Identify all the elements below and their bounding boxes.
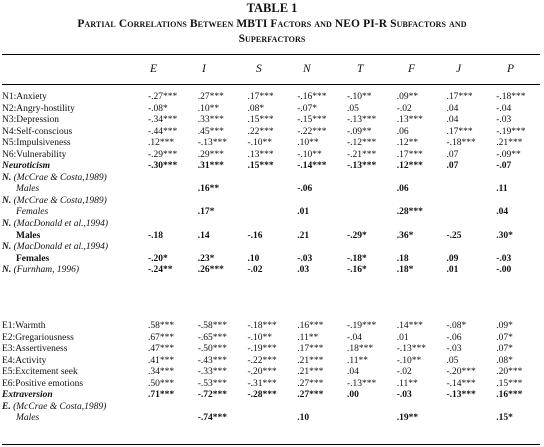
correlation-cell: -.43***: [197, 355, 228, 366]
correlation-cell: -.03: [297, 253, 313, 264]
row-label: N5:Impulsiveness: [2, 138, 71, 149]
correlation-cell: [391, 173, 441, 185]
row-label: N2:Angry-hostility: [2, 103, 75, 114]
correlation-cell: -.53***: [197, 378, 228, 389]
correlation-cell: -.29***: [148, 149, 178, 160]
table-row: [2, 207, 540, 219]
correlation-cell: -.20***: [446, 367, 476, 378]
row-label: Extraversion: [2, 390, 53, 401]
bottom-rule: [2, 444, 540, 445]
correlation-cell: -.03: [446, 344, 462, 355]
correlation-cell: -.14***: [446, 378, 476, 389]
row-label: E3:Assertiveness: [2, 344, 68, 355]
row-label: N6:Vulnerability: [2, 149, 67, 160]
row-label: Males: [16, 184, 40, 195]
correlation-cell: [490, 242, 540, 254]
correlation-cell: .34***: [148, 367, 175, 378]
correlation-cell: [242, 196, 292, 208]
table-row: [2, 242, 540, 254]
table-row: [2, 150, 540, 162]
correlation-cell: [192, 402, 242, 414]
correlation-cell: [490, 219, 540, 231]
correlation-cell: [192, 173, 242, 185]
caption-line-2: Superfactors: [238, 33, 306, 45]
correlation-cell: -.03: [496, 253, 512, 264]
top-rule: [2, 54, 540, 55]
table-row: [2, 344, 540, 356]
correlation-cell: -.18*: [347, 253, 367, 264]
correlation-cell: [441, 413, 491, 425]
correlation-cell: [291, 196, 341, 208]
row-label: E5:Excitement seek: [2, 367, 78, 378]
correlation-cell: .12**: [396, 138, 419, 149]
correlation-cell: -.28***: [247, 390, 277, 401]
correlation-cell: -.03: [496, 115, 512, 126]
correlation-cell: -.18: [148, 230, 164, 241]
correlation-cell: [242, 184, 292, 196]
table-row: [2, 127, 540, 139]
correlation-cell: -.22***: [297, 126, 327, 137]
correlation-cell: .67***: [148, 332, 175, 343]
row-label: Males: [16, 413, 40, 424]
correlation-cell: [242, 402, 292, 414]
correlation-cell: -.06: [446, 332, 462, 343]
row-label-author: (McCrae & Costa,1989): [13, 172, 107, 183]
correlation-cell: .15***: [496, 378, 523, 389]
row-label: [2, 402, 142, 414]
correlation-cell: -.13***: [347, 378, 377, 389]
correlation-cell: [142, 207, 192, 219]
correlation-cell: .04: [446, 103, 459, 114]
correlation-cell: -.04: [347, 332, 363, 343]
correlation-cell: [142, 402, 192, 414]
correlation-cell: .14: [197, 230, 210, 241]
row-label: N4:Self-conscious: [2, 126, 73, 137]
correlation-cell: .16***: [297, 321, 324, 331]
correlation-cell: .01: [396, 332, 409, 343]
correlation-cell: [490, 173, 540, 185]
correlation-cell: [291, 402, 341, 414]
correlation-cell: [391, 242, 441, 254]
correlation-cell: .22***: [247, 126, 274, 137]
column-header-i: I: [202, 63, 206, 75]
correlation-cell: -.08*: [446, 321, 467, 331]
correlation-cell: [242, 219, 292, 231]
correlation-cell: -.02: [396, 103, 412, 114]
row-label-author: (Furnham, 1996): [13, 265, 80, 276]
table-row: [2, 173, 540, 185]
row-label: [2, 265, 142, 277]
row-label: [2, 219, 142, 231]
column-header-t: T: [357, 63, 364, 75]
row-label: [2, 242, 142, 254]
correlation-cell: .10**: [197, 103, 220, 114]
correlation-cell: [142, 184, 192, 196]
correlation-cell: .12***: [148, 138, 175, 149]
correlation-cell: .13***: [396, 115, 423, 126]
correlation-cell: [192, 196, 242, 208]
correlation-cell: [391, 402, 441, 414]
correlation-cell: .00: [347, 390, 359, 401]
correlation-cell: [341, 173, 391, 185]
correlation-cell: .06: [396, 126, 409, 137]
correlation-cell: .07: [446, 161, 459, 172]
column-header-e: E: [150, 63, 158, 75]
correlation-cell: .27***: [297, 378, 324, 389]
correlation-cell: .23*: [197, 253, 215, 264]
correlation-cell: -.22***: [247, 355, 277, 366]
correlation-cell: -.04: [496, 103, 512, 114]
correlation-cell: .28***: [396, 207, 423, 218]
correlation-cell: .09**: [396, 92, 419, 102]
correlation-cell: -.24**: [148, 265, 173, 276]
row-label-prefix: N.: [2, 195, 14, 206]
correlation-cell: -.03: [396, 390, 412, 401]
correlation-cell: -.33***: [197, 367, 228, 378]
correlation-cell: .18: [396, 253, 409, 264]
correlation-cell: .14***: [396, 321, 423, 331]
correlation-cell: -.07: [496, 161, 512, 172]
correlation-cell: [142, 413, 192, 425]
correlation-cell: -.13***: [197, 138, 228, 149]
correlation-cell: [490, 402, 540, 414]
correlation-cell: .27***: [197, 92, 224, 102]
extraversion-block: [2, 321, 540, 425]
correlation-cell: -.19***: [347, 321, 377, 331]
table-row: [2, 104, 540, 116]
correlation-cell: .50***: [148, 378, 175, 389]
correlation-cell: .16**: [197, 184, 220, 195]
correlation-cell: -.44***: [148, 126, 178, 137]
table-row: [2, 184, 540, 196]
correlation-cell: -.18***: [446, 138, 476, 149]
correlation-cell: .04: [446, 115, 459, 126]
correlation-cell: -.31***: [247, 378, 277, 389]
neuroticism-block: [2, 92, 540, 277]
correlation-cell: .71***: [148, 390, 175, 401]
correlation-cell: -.20*: [148, 253, 168, 264]
correlation-cell: [441, 184, 491, 196]
correlation-cell: -.14***: [297, 161, 327, 172]
table-row: [2, 231, 540, 243]
correlation-cell: .33***: [197, 115, 224, 126]
row-label: E4:Activity: [2, 355, 47, 366]
row-label-prefix: N.: [2, 172, 14, 183]
correlation-cell: -.16*: [347, 265, 367, 276]
correlation-cell: [291, 242, 341, 254]
correlation-cell: .17***: [247, 92, 274, 102]
correlation-cell: -.02: [247, 265, 263, 276]
correlation-cell: .26***: [197, 265, 224, 276]
table-title: TABLE 1: [246, 1, 298, 15]
row-label-author: (MacDonald et al.,1994): [13, 219, 109, 230]
caption-line-1: Partial Correlations Between MBTI Factors and NEO PI-R Subfactors and: [77, 18, 467, 30]
correlation-cell: .07: [446, 149, 459, 160]
correlation-cell: -.27***: [148, 92, 178, 102]
header-rule: [2, 84, 540, 85]
row-label: [2, 196, 142, 208]
table-row: [2, 379, 540, 391]
row-label-prefix: N.: [2, 219, 14, 230]
correlation-cell: [441, 207, 491, 219]
correlation-cell: -.13***: [396, 344, 427, 355]
correlation-cell: .15***: [247, 115, 274, 126]
correlation-cell: .05: [446, 355, 459, 366]
correlation-cell: .41***: [148, 355, 175, 366]
correlation-cell: .36*: [396, 230, 414, 241]
correlation-cell: [441, 196, 491, 208]
table-row: [2, 356, 540, 368]
row-label: [2, 173, 142, 185]
correlation-cell: -.29*: [347, 230, 367, 241]
correlation-cell: -.13***: [446, 390, 476, 401]
table-row: [2, 333, 540, 345]
correlation-cell: -.19***: [496, 126, 526, 137]
row-label: N3:Depression: [2, 115, 59, 126]
correlation-cell: -.18***: [247, 321, 277, 331]
correlation-cell: [192, 219, 242, 231]
correlation-cell: .20***: [496, 367, 523, 378]
correlation-cell: .15***: [247, 161, 274, 172]
row-label: E6:Positive emotions: [2, 378, 84, 389]
row-label: Females: [16, 253, 50, 264]
row-label-author: (MacDonald et al.,1994): [13, 242, 109, 253]
correlation-cell: -.15***: [297, 115, 327, 126]
correlation-cell: .13***: [247, 149, 274, 160]
correlation-cell: .08*: [496, 355, 513, 366]
correlation-cell: .10**: [297, 138, 319, 149]
column-header-j: J: [456, 63, 462, 75]
correlation-cell: .10: [297, 413, 310, 424]
correlation-cell: -.13***: [347, 161, 377, 172]
correlation-cell: .07*: [496, 332, 513, 343]
correlation-cell: -.10**: [297, 149, 322, 160]
row-label: E1:Warmth: [2, 321, 46, 331]
correlation-cell: -.10**: [347, 92, 372, 102]
correlation-cell: -.09**: [496, 149, 521, 160]
row-label-author: (McCrae & Costa,1989): [13, 401, 107, 412]
correlation-cell: -.07*: [297, 103, 318, 114]
correlation-cell: .19**: [396, 413, 419, 424]
correlation-cell: -.06: [297, 184, 313, 195]
correlation-cell: .05: [347, 103, 359, 114]
correlation-cell: .11**: [347, 355, 369, 366]
correlation-cell: -.08*: [148, 103, 168, 114]
correlation-cell: .11: [496, 184, 508, 195]
column-header-f: F: [408, 63, 416, 75]
correlation-cell: .09*: [496, 321, 513, 331]
correlation-cell: .04: [347, 367, 359, 378]
correlation-cell: -.02: [396, 367, 412, 378]
correlation-cell: [490, 196, 540, 208]
correlation-cell: -.10**: [396, 355, 422, 366]
correlation-cell: [142, 173, 192, 185]
table-row: [2, 402, 540, 414]
correlation-cell: .58***: [148, 321, 175, 331]
table-row: [2, 413, 540, 425]
correlation-cell: -.21***: [347, 149, 377, 160]
correlation-cell: [441, 402, 491, 414]
correlation-cell: .11**: [396, 378, 418, 389]
correlation-cell: -.00: [496, 265, 512, 276]
correlation-cell: .29***: [197, 149, 224, 160]
column-header-s: S: [256, 63, 262, 75]
correlation-cell: .01: [297, 207, 310, 218]
correlation-cell: [242, 413, 292, 425]
correlation-cell: -.16: [247, 230, 263, 241]
correlation-cell: [242, 173, 292, 185]
correlation-cell: [192, 242, 242, 254]
correlation-cell: -.16***: [297, 92, 327, 102]
correlation-cell: -.20***: [247, 367, 277, 378]
correlation-cell: .21: [297, 230, 310, 241]
correlation-cell: [341, 207, 391, 219]
row-label-author: (McCrae & Costa,1989): [13, 195, 107, 206]
correlation-cell: -.50***: [197, 344, 228, 355]
correlation-cell: [341, 196, 391, 208]
correlation-cell: .17***: [297, 344, 324, 355]
correlation-cell: .21***: [297, 355, 324, 366]
correlation-cell: [142, 219, 192, 231]
correlation-cell: -.09**: [347, 126, 372, 137]
row-label-prefix: E.: [2, 401, 14, 412]
table-row: [2, 367, 540, 379]
correlation-cell: .21***: [297, 367, 324, 378]
correlation-cell: .11**: [297, 332, 319, 343]
correlation-cell: [242, 242, 292, 254]
correlation-cell: .17*: [197, 207, 215, 218]
correlation-cell: .06: [396, 184, 409, 195]
correlation-cell: .27***: [297, 390, 324, 401]
correlation-cell: .31***: [197, 161, 224, 172]
table-row: [2, 92, 540, 104]
correlation-cell: [441, 173, 491, 185]
correlation-cell: -.10**: [247, 332, 273, 343]
correlation-cell: [341, 413, 391, 425]
correlation-cell: .18*: [396, 265, 414, 276]
table-row: [2, 265, 540, 277]
table-row: [2, 254, 540, 266]
correlation-cell: -.65***: [197, 332, 228, 343]
row-label-prefix: N.: [2, 265, 14, 276]
correlation-cell: [391, 219, 441, 231]
correlation-cell: -.30***: [148, 161, 178, 172]
row-label: E2:Gregariousness: [2, 332, 74, 343]
correlation-cell: -.18***: [496, 92, 526, 102]
correlation-cell: -.10**: [247, 138, 273, 149]
correlation-cell: .17***: [446, 92, 473, 102]
correlation-cell: -.74***: [197, 413, 228, 424]
correlation-cell: -.34***: [148, 115, 178, 126]
correlation-cell: [391, 196, 441, 208]
correlation-cell: [441, 219, 491, 231]
correlation-cell: [142, 242, 192, 254]
correlation-cell: -.25: [446, 230, 462, 241]
row-label-prefix: N.: [2, 242, 14, 253]
correlation-cell: [341, 242, 391, 254]
correlation-cell: [291, 173, 341, 185]
correlation-cell: -.72***: [197, 390, 228, 401]
table-row: [2, 219, 540, 231]
column-header-n: N: [303, 63, 311, 75]
correlation-cell: .15*: [496, 413, 513, 424]
correlation-cell: .16***: [496, 390, 523, 401]
table-row: [2, 196, 540, 208]
correlation-cell: -.12***: [347, 138, 377, 149]
table-row: [2, 115, 540, 127]
correlation-cell: .09: [446, 253, 459, 264]
correlation-cell: .18***: [347, 344, 374, 355]
correlation-cell: .12***: [396, 161, 423, 172]
correlation-cell: [441, 242, 491, 254]
correlation-cell: .10: [247, 253, 260, 264]
correlation-cell: -.19***: [247, 344, 277, 355]
table-row: [2, 138, 540, 150]
correlation-cell: .17***: [446, 126, 473, 137]
correlation-cell: .21***: [496, 138, 523, 149]
correlation-cell: -.58***: [197, 321, 228, 331]
correlation-cell: .30*: [496, 230, 513, 241]
row-label: Neuroticism: [2, 161, 51, 172]
correlation-cell: [242, 207, 292, 219]
table-row: [2, 321, 540, 333]
correlation-cell: .08*: [247, 103, 265, 114]
correlation-cell: -.13***: [347, 115, 377, 126]
correlation-cell: .17***: [396, 149, 423, 160]
table-row: [2, 161, 540, 173]
correlation-cell: .07*: [496, 344, 513, 355]
correlation-cell: .45***: [197, 126, 224, 137]
correlation-cell: .01: [446, 265, 459, 276]
correlation-cell: [341, 184, 391, 196]
correlation-cell: .04: [496, 207, 509, 218]
column-header-p: P: [507, 63, 515, 75]
correlation-cell: .47***: [148, 344, 175, 355]
correlation-cell: .03: [297, 265, 310, 276]
row-label: Females: [16, 207, 49, 218]
table-caption: [0, 17, 544, 47]
correlation-cell: [341, 402, 391, 414]
table-row: [2, 390, 540, 402]
correlation-cell: [291, 219, 341, 231]
row-label: N1:Anxiety: [2, 92, 47, 102]
correlation-cell: [341, 219, 391, 231]
row-label: Males: [16, 230, 41, 241]
correlation-cell: [142, 196, 192, 208]
